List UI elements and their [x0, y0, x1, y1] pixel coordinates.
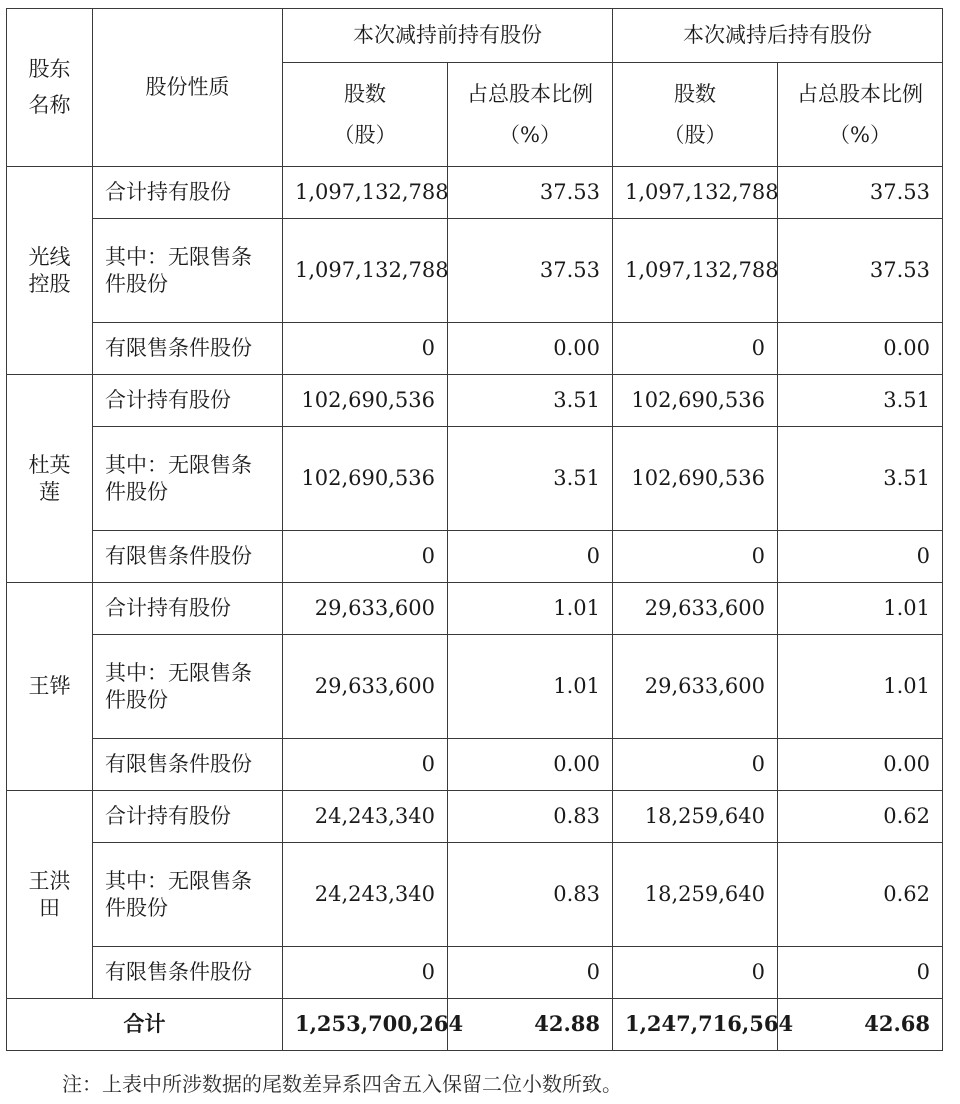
- shareholding-table: [6, 8, 943, 1051]
- before-shares-cell: 0: [283, 531, 448, 583]
- table-row: [7, 947, 943, 999]
- table-row: [7, 167, 943, 219]
- table-body: [7, 167, 943, 999]
- before-shares-cell: 1,097,132,788: [283, 219, 448, 323]
- before-ratio-cell: 3.51: [448, 375, 613, 427]
- share-nature: 有限售条件股份: [93, 947, 283, 999]
- before-ratio-cell: 0.00: [448, 323, 613, 375]
- after-ratio-cell: 37.53: [778, 167, 943, 219]
- before-shares-cell: 102,690,536: [283, 375, 448, 427]
- before-shares-cell: 102,690,536: [283, 427, 448, 531]
- header-ratio-unit: （%）: [499, 122, 561, 147]
- header-ratio-label: 占总股本比例: [467, 82, 593, 107]
- before-shares-cell: 0: [283, 739, 448, 791]
- total-before-shares: 1,253,700,264: [283, 999, 448, 1051]
- after-shares-cell: 0: [613, 739, 778, 791]
- share-nature: 其中：无限售条件股份: [93, 843, 283, 947]
- holder-name: 王铧: [7, 583, 93, 791]
- before-shares-cell: 0: [283, 323, 448, 375]
- after-shares-cell: 18,259,640: [613, 843, 778, 947]
- before-ratio-cell: 0: [448, 947, 613, 999]
- table-row: [7, 843, 943, 947]
- table-row: [7, 739, 943, 791]
- after-shares-cell: 0: [613, 323, 778, 375]
- share-nature: 其中：无限售条件股份: [93, 219, 283, 323]
- header-before-group: 本次减持前持有股份: [283, 9, 613, 63]
- header-before-ratio: [448, 63, 613, 167]
- holder-name: 杜英莲: [7, 375, 93, 583]
- after-shares-cell: 0: [613, 531, 778, 583]
- total-after-shares: 1,247,716,564: [613, 999, 778, 1051]
- header-ratio-unit: （%）: [829, 122, 891, 147]
- before-ratio-cell: 0.00: [448, 739, 613, 791]
- after-shares-cell: 18,259,640: [613, 791, 778, 843]
- after-ratio-cell: 37.53: [778, 219, 943, 323]
- share-nature: 合计持有股份: [93, 583, 283, 635]
- before-shares-cell: 24,243,340: [283, 791, 448, 843]
- table-row: [7, 219, 943, 323]
- share-nature: 其中：无限售条件股份: [93, 427, 283, 531]
- header-shares-unit: （股）: [333, 122, 397, 147]
- after-ratio-cell: 0.62: [778, 791, 943, 843]
- before-shares-cell: 29,633,600: [283, 583, 448, 635]
- after-ratio-cell: 0: [778, 947, 943, 999]
- header-shares-label: 股数: [674, 82, 716, 107]
- header-nature: 股份性质: [93, 9, 283, 167]
- before-ratio-cell: 37.53: [448, 219, 613, 323]
- after-ratio-cell: 0.00: [778, 739, 943, 791]
- before-ratio-cell: 0.83: [448, 843, 613, 947]
- holder-name: 光线控股: [7, 167, 93, 375]
- after-ratio-cell: 1.01: [778, 635, 943, 739]
- table-row: [7, 635, 943, 739]
- header-shares-label: 股数: [344, 82, 386, 107]
- before-ratio-cell: 3.51: [448, 427, 613, 531]
- after-shares-cell: 102,690,536: [613, 375, 778, 427]
- header-holder-name: 股东名称: [7, 9, 93, 167]
- before-ratio-cell: 0: [448, 531, 613, 583]
- before-ratio-cell: 37.53: [448, 167, 613, 219]
- after-shares-cell: 102,690,536: [613, 427, 778, 531]
- total-label: 合计: [7, 999, 283, 1051]
- header-shares-unit: （股）: [663, 122, 727, 147]
- header-before-shares: [283, 63, 448, 167]
- before-ratio-cell: 0.83: [448, 791, 613, 843]
- header-ratio-label: 占总股本比例: [797, 82, 923, 107]
- share-nature: 合计持有股份: [93, 375, 283, 427]
- share-nature: 合计持有股份: [93, 167, 283, 219]
- before-shares-cell: 24,243,340: [283, 843, 448, 947]
- after-shares-cell: 0: [613, 947, 778, 999]
- before-shares-cell: 29,633,600: [283, 635, 448, 739]
- header-after-shares: [613, 63, 778, 167]
- share-nature: 有限售条件股份: [93, 323, 283, 375]
- table-footnote: 注：上表中所涉数据的尾数差异系四舍五入保留二位小数所致。: [62, 1072, 622, 1096]
- holder-name: 王洪田: [7, 791, 93, 999]
- table-row: [7, 791, 943, 843]
- after-ratio-cell: 0.00: [778, 323, 943, 375]
- share-nature: 其中：无限售条件股份: [93, 635, 283, 739]
- after-ratio-cell: 0.62: [778, 843, 943, 947]
- table-row: [7, 583, 943, 635]
- after-shares-cell: 29,633,600: [613, 583, 778, 635]
- after-ratio-cell: 0: [778, 531, 943, 583]
- after-ratio-cell: 3.51: [778, 427, 943, 531]
- before-shares-cell: 1,097,132,788: [283, 167, 448, 219]
- header-after-group: 本次减持后持有股份: [613, 9, 943, 63]
- before-ratio-cell: 1.01: [448, 583, 613, 635]
- table-row: [7, 375, 943, 427]
- after-ratio-cell: 1.01: [778, 583, 943, 635]
- after-shares-cell: 29,633,600: [613, 635, 778, 739]
- table-header: [7, 9, 943, 167]
- after-ratio-cell: 3.51: [778, 375, 943, 427]
- before-ratio-cell: 1.01: [448, 635, 613, 739]
- total-after-ratio: 42.68: [778, 999, 943, 1051]
- header-after-ratio: [778, 63, 943, 167]
- share-nature: 合计持有股份: [93, 791, 283, 843]
- after-shares-cell: 1,097,132,788: [613, 167, 778, 219]
- table-row: [7, 323, 943, 375]
- total-row: [7, 999, 943, 1051]
- after-shares-cell: 1,097,132,788: [613, 219, 778, 323]
- total-before-ratio: 42.88: [448, 999, 613, 1051]
- table-row: [7, 531, 943, 583]
- share-nature: 有限售条件股份: [93, 531, 283, 583]
- table-row: [7, 427, 943, 531]
- share-nature: 有限售条件股份: [93, 739, 283, 791]
- before-shares-cell: 0: [283, 947, 448, 999]
